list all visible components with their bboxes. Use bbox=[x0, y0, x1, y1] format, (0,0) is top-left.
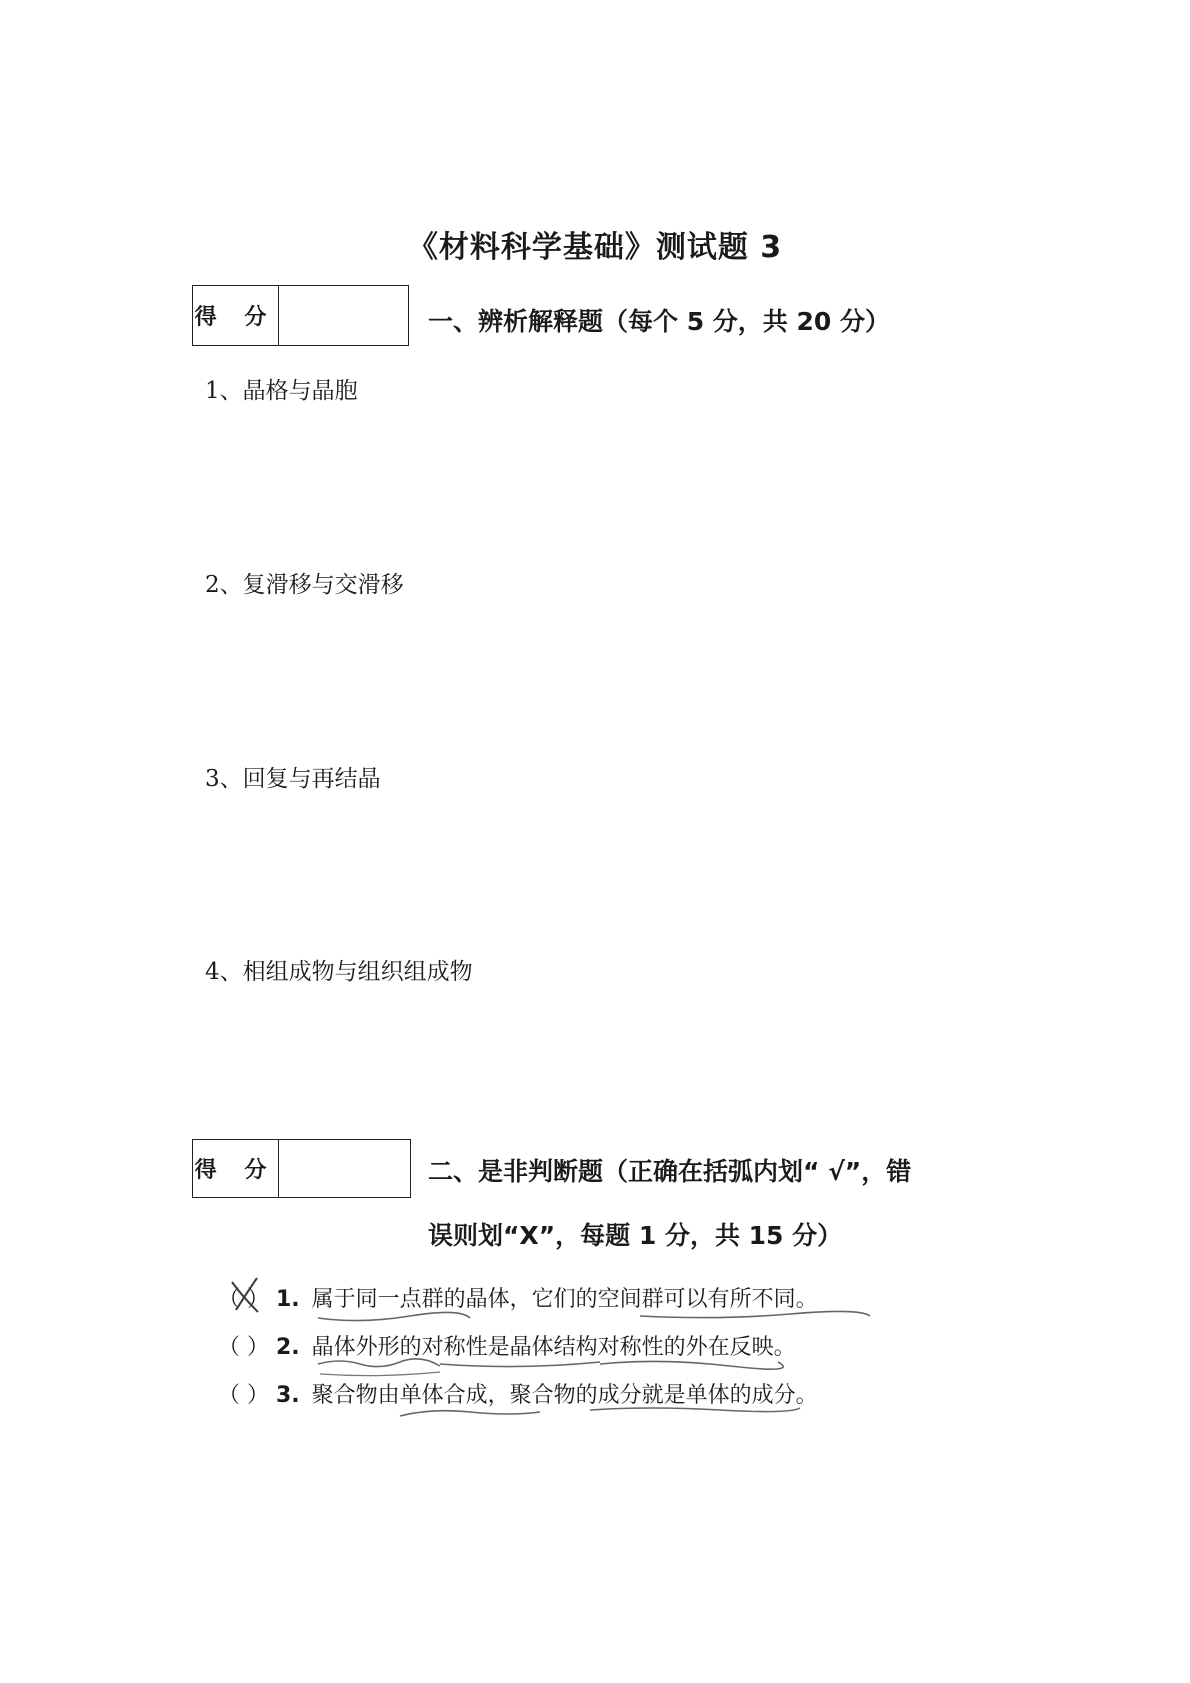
score-field[interactable] bbox=[279, 1140, 410, 1197]
answer-paren[interactable]: （ ） bbox=[218, 1383, 269, 1408]
section1-title: 一、辨析解释题（每个 5 分，共 20 分） bbox=[428, 307, 891, 336]
item-text: 聚合物由单体合成，聚合物的成分就是单体的成分。 bbox=[311, 1383, 818, 1408]
score-box-section2 bbox=[192, 1139, 411, 1198]
score-label: 得 分 bbox=[193, 286, 279, 345]
judgement-item-1 bbox=[218, 1282, 818, 1313]
item-number: 3. bbox=[276, 1383, 300, 1408]
section2-title-line1: 二、是非判断题（正确在括弧内划“ √”，错 bbox=[428, 1157, 912, 1186]
pencil-underline bbox=[600, 1361, 783, 1369]
term-item-2: 2、复滑移与交滑移 bbox=[205, 572, 404, 598]
score-label: 得 分 bbox=[193, 1140, 279, 1197]
score-field[interactable] bbox=[279, 286, 408, 345]
answer-paren[interactable]: （ ） bbox=[218, 1335, 269, 1360]
score-box-section1 bbox=[192, 285, 409, 346]
pencil-underline bbox=[320, 1372, 440, 1376]
item-number: 1. bbox=[276, 1287, 300, 1312]
page-title: 《材料科学基础》测试题 3 bbox=[407, 230, 783, 265]
section2-title-line2: 误则划“X”，每题 1 分，共 15 分） bbox=[428, 1221, 843, 1250]
judgement-item-3 bbox=[218, 1378, 818, 1409]
term-item-3: 3、回复与再结晶 bbox=[205, 766, 381, 792]
answer-paren[interactable]: （ ） bbox=[218, 1287, 269, 1312]
item-number: 2. bbox=[276, 1335, 300, 1360]
item-text: 属于同一点群的晶体，它们的空间群可以有所不同。 bbox=[311, 1287, 818, 1312]
judgement-item-2 bbox=[218, 1330, 796, 1361]
pencil-underline bbox=[400, 1411, 540, 1416]
term-item-1: 1、晶格与晶胞 bbox=[205, 378, 358, 404]
pencil-underline bbox=[318, 1312, 470, 1320]
pencil-underline bbox=[440, 1362, 600, 1367]
term-item-4: 4、相组成物与组织组成物 bbox=[205, 959, 473, 985]
item-text: 晶体外形的对称性是晶体结构对称性的外在反映。 bbox=[311, 1335, 796, 1360]
